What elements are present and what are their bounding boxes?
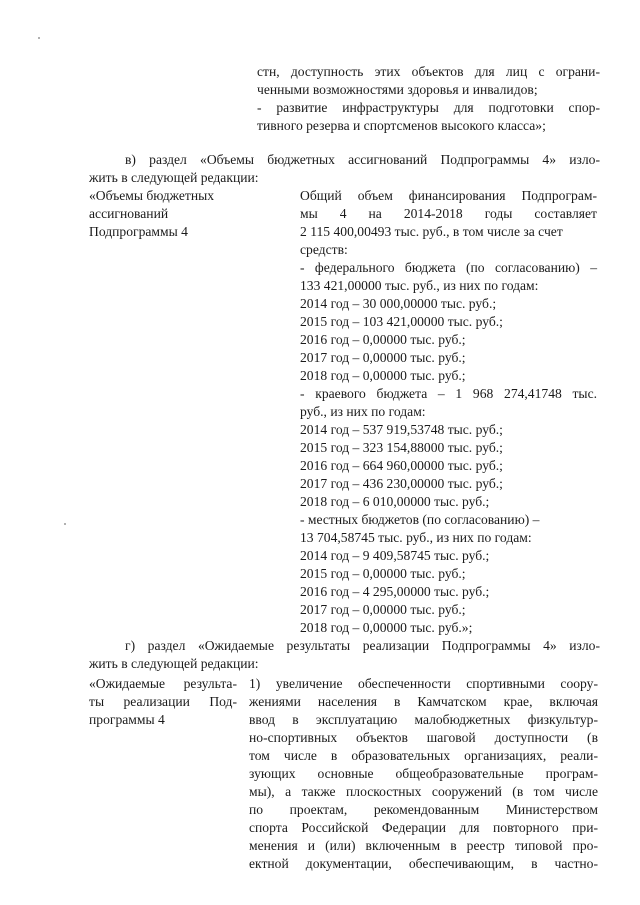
section-g-label: программы 4 (89, 712, 165, 727)
text-line: 2016 год – 0,00000 тыс. руб.; (300, 332, 466, 347)
text-line: 1) увеличение обеспеченности спортивными соору- (249, 676, 598, 691)
section-v-label: «Объемы бюджетных (89, 188, 215, 203)
text-line: мы 4 на 2014-2018 годы составляет (300, 206, 597, 221)
text-line: 2014 год – 9 409,58745 тыс. руб.; (300, 548, 490, 563)
text-line: спорта Российской Федерации для повторного при- (249, 820, 598, 835)
intro-line: - развитие инфраструктуры для подготовки спор- (257, 100, 600, 115)
text-line: Общий объем финансирования Подпрограм- (300, 188, 597, 203)
text-line: 2015 год – 103 421,00000 тыс. руб.; (300, 314, 503, 329)
text-line: средств: (300, 242, 348, 257)
text-line: мы), а также плоскостных сооружений (в том числе (249, 784, 598, 799)
text-line: руб., из них по годам: (300, 404, 426, 419)
text-line: 2017 год – 0,00000 тыс. руб.; (300, 350, 466, 365)
text-line: 2018 год – 6 010,00000 тыс. руб.; (300, 494, 490, 509)
section-g-label: «Ожидаемые результа- (89, 676, 237, 691)
text-line: 2014 год – 537 919,53748 тыс. руб.; (300, 422, 503, 437)
text-line: 2 115 400,00493 тыс. руб., в том числе за счет (300, 224, 563, 239)
text-line: 2017 год – 0,00000 тыс. руб.; (300, 602, 466, 617)
intro-line: ченными возможностями здоровья и инвалидов; (257, 82, 538, 97)
text-line: по проектам, рекомендованным Министерством (249, 802, 598, 817)
intro-line: стн, доступность этих объектов для лиц с ограни- (257, 64, 600, 79)
text-line: зующих основные общеобразовательные програм- (249, 766, 598, 781)
text-line: жениями населения в Камчатском крае, включая (249, 694, 598, 709)
section-g-label: ты реализации Под- (89, 694, 237, 709)
text-line: 2016 год – 4 295,00000 тыс. руб.; (300, 584, 490, 599)
text-line: 2015 год – 323 154,88000 тыс. руб.; (300, 440, 503, 455)
section-g-heading: г) раздел «Ожидаемые результаты реализации Подпрограммы 4» изло- (125, 638, 600, 653)
section-v-label: Подпрограммы 4 (89, 224, 188, 239)
intro-line: тивного резерва и спортсменов высокого класса»; (257, 118, 546, 133)
text-line: 2015 год – 0,00000 тыс. руб.; (300, 566, 466, 581)
text-line: ввод в эксплуатацию малобюджетных физкультур- (249, 712, 598, 727)
section-v-label: ассигнований (89, 206, 169, 221)
section-v-heading: в) раздел «Объемы бюджетных ассигнований Подпрограммы 4» изло- (125, 152, 600, 167)
text-line: том числе в образовательных организациях, реали- (249, 748, 598, 763)
text-line: ектной документации, обеспечивающим, в частно- (249, 856, 598, 871)
text-line: 13 704,58745 тыс. руб., из них по годам: (300, 530, 532, 545)
text-line: - федерального бюджета (по согласованию) – (300, 260, 597, 275)
text-line: 2016 год – 664 960,00000 тыс. руб.; (300, 458, 503, 473)
text-line: но-спортивных объектов шаговой доступности (в (249, 730, 598, 745)
text-line: менения и (или) включенным в реестр типовой про- (249, 838, 598, 853)
text-line: 133 421,00000 тыс. руб., из них по годам: (300, 278, 539, 293)
text-line: - местных бюджетов (по согласованию) – (300, 512, 540, 527)
text-line: - краевого бюджета – 1 968 274,41748 тыс. (300, 386, 597, 401)
text-line: 2017 год – 436 230,00000 тыс. руб.; (300, 476, 503, 491)
text-line: 2014 год – 30 000,00000 тыс. руб.; (300, 296, 497, 311)
text-line: 2018 год – 0,00000 тыс. руб.»; (300, 620, 473, 635)
text-line: 2018 год – 0,00000 тыс. руб.; (300, 368, 466, 383)
section-g-heading-cont: жить в следующей редакции: (89, 656, 259, 671)
section-v-heading-cont: жить в следующей редакции: (89, 170, 259, 185)
scan-speck (38, 37, 40, 39)
scan-speck (64, 523, 66, 525)
